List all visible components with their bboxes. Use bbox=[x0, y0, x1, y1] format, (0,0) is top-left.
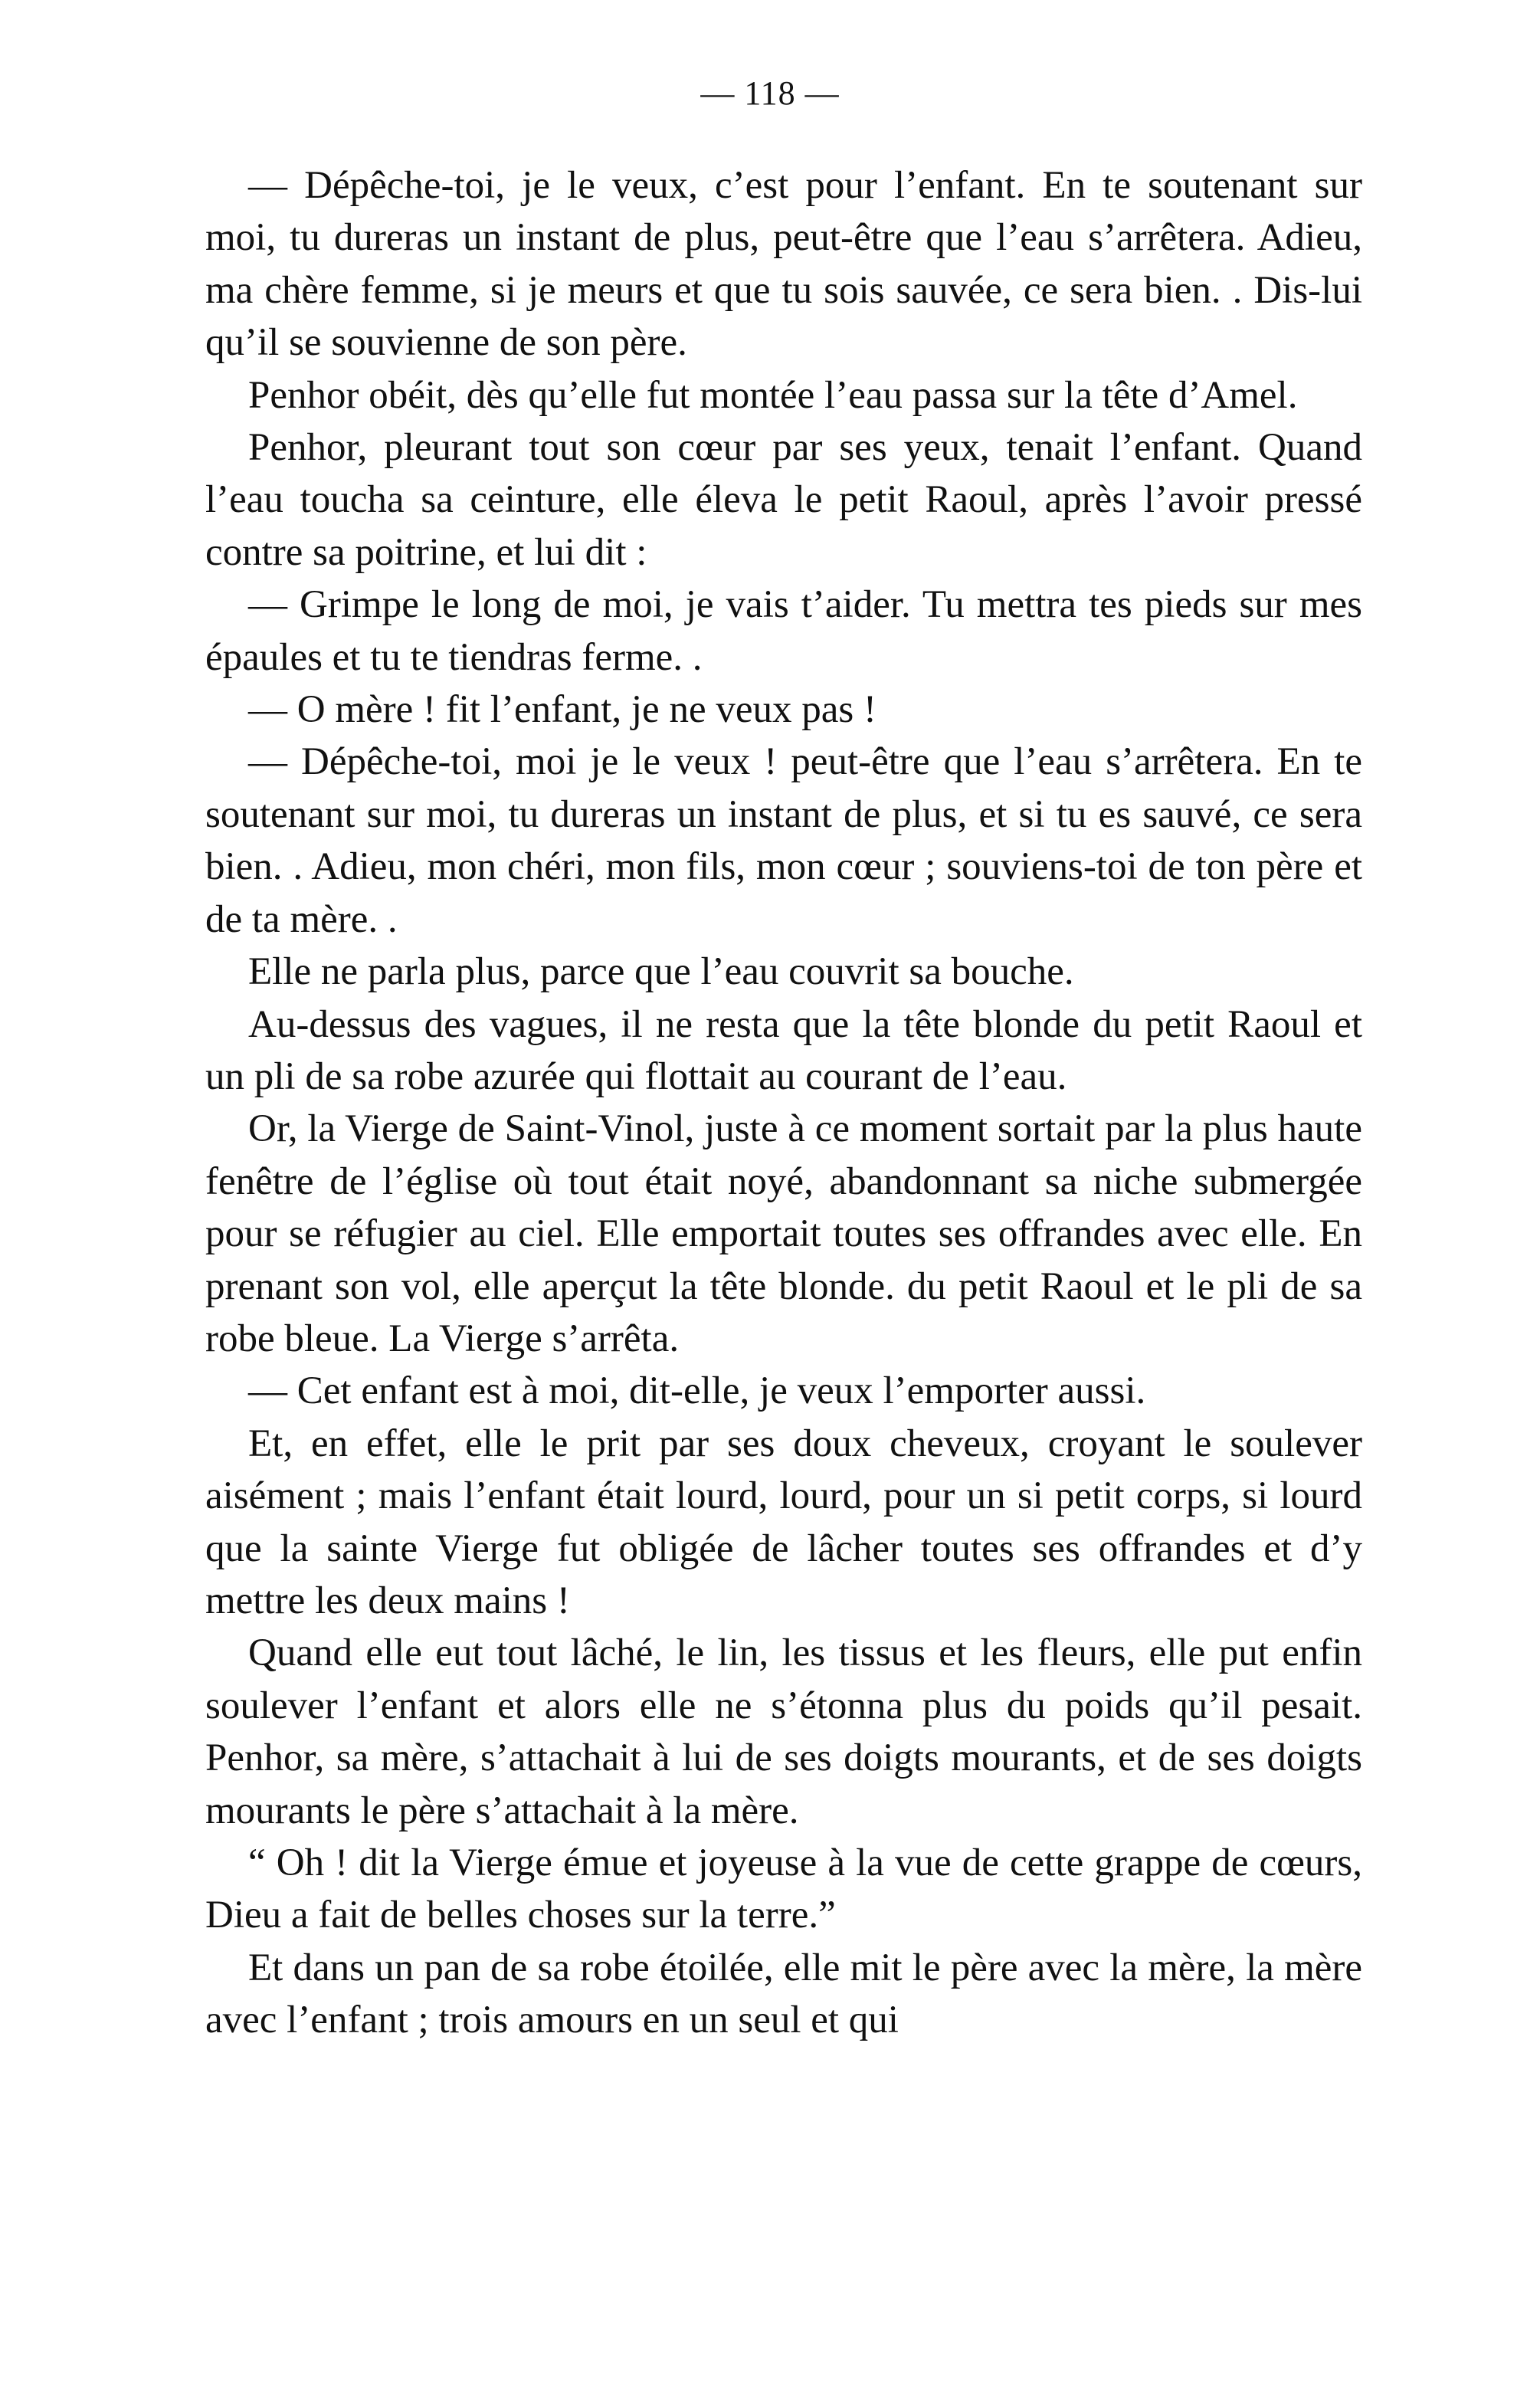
paragraph: Quand elle eut tout lâché, le lin, les tissus et les fleurs, elle put enfin soulever l’enfant et alors elle ne s’étonna plus du poids qu’il pesait. Penhor, sa mère, s’attachait à lui de ses doigts mourants, et de ses doigts mourants le père s’attachait à la mère. bbox=[205, 1631, 1362, 1832]
paragraph: — O mère ! fit l’enfant, je ne veux pas ! bbox=[248, 688, 876, 732]
paragraph: Penhor obéit, dès qu’elle fut montée l’eau passa sur la tête d’Amel. bbox=[248, 373, 1298, 417]
paragraph: Et dans un pan de sa robe étoilée, elle mit le père avec la mère, la mère avec l’enfant ; trois amours en un seul et qui bbox=[205, 1946, 1362, 2042]
paragraph: Au-dessus des vagues, il ne resta que la tête blonde du petit Raoul et un pli de sa robe azurée qui flottait au courant de l’eau. bbox=[205, 1002, 1362, 1098]
paragraph: — Grimpe le long de moi, je vais t’aider. Tu mettra tes pieds sur mes épaules et tu te tiendras ferme. . bbox=[205, 583, 1362, 679]
paragraph: Et, en effet, elle le prit par ses doux cheveux, croyant le soulever aisément ; mais l’enfant était lourd, lourd, pour un si petit corps, si lourd que la sainte Vierge fut obligée de lâcher toutes ses offrandes et d’y mettre les deux mains ! bbox=[205, 1422, 1362, 1622]
paragraph: Penhor, pleurant tout son cœur par ses yeux, tenait l’enfant. Quand l’eau toucha sa ceinture, elle éleva le petit Raoul, après l’avoir pressé contre sa poitrine, et lui dit : bbox=[205, 426, 1362, 574]
page-number: — 118 — bbox=[700, 74, 840, 112]
paragraph: — Cet enfant est à moi, dit-elle, je veux l’emporter aussi. bbox=[248, 1369, 1146, 1413]
paragraph: — Dépêche-toi, moi je le veux ! peut-être que l’eau s’arrêtera. En te soutenant sur moi, tu dureras un instant de plus, et si tu es sauvé, ce sera bien. . Adieu, mon chéri, mon fils, mon cœur ; souviens-toi de ton père et de ta mère. . bbox=[205, 740, 1362, 941]
paragraph: Or, la Vierge de Saint-Vinol, juste à ce moment sortait par la plus haute fenêtre de l’église où tout était noyé, abandonnant sa niche submergée pour se réfugier au ciel. Elle emportait toutes ses offrandes avec elle. En prenant son vol, elle aperçut la tête blonde. du petit Raoul et le pli de sa robe bleue. La Vierge s’arrêta. bbox=[205, 1107, 1362, 1360]
body-text bbox=[205, 159, 1362, 2047]
paragraph: Elle ne parla plus, parce que l’eau couvrit sa bouche. bbox=[248, 950, 1074, 994]
paragraph: — Dépêche-toi, je le veux, c’est pour l’enfant. En te soutenant sur moi, tu dureras un instant de plus, peut-être que l’eau s’arrêtera. Adieu, ma chère femme, si je meurs et que tu sois sauvée, ce sera bien. . Dis-lui qu’il se souvienne de son père. bbox=[205, 164, 1362, 365]
paragraph: “ Oh ! dit la Vierge émue et joyeuse à la vue de cette grappe de cœurs, Dieu a fait de belles choses sur la terre.” bbox=[205, 1841, 1362, 1937]
